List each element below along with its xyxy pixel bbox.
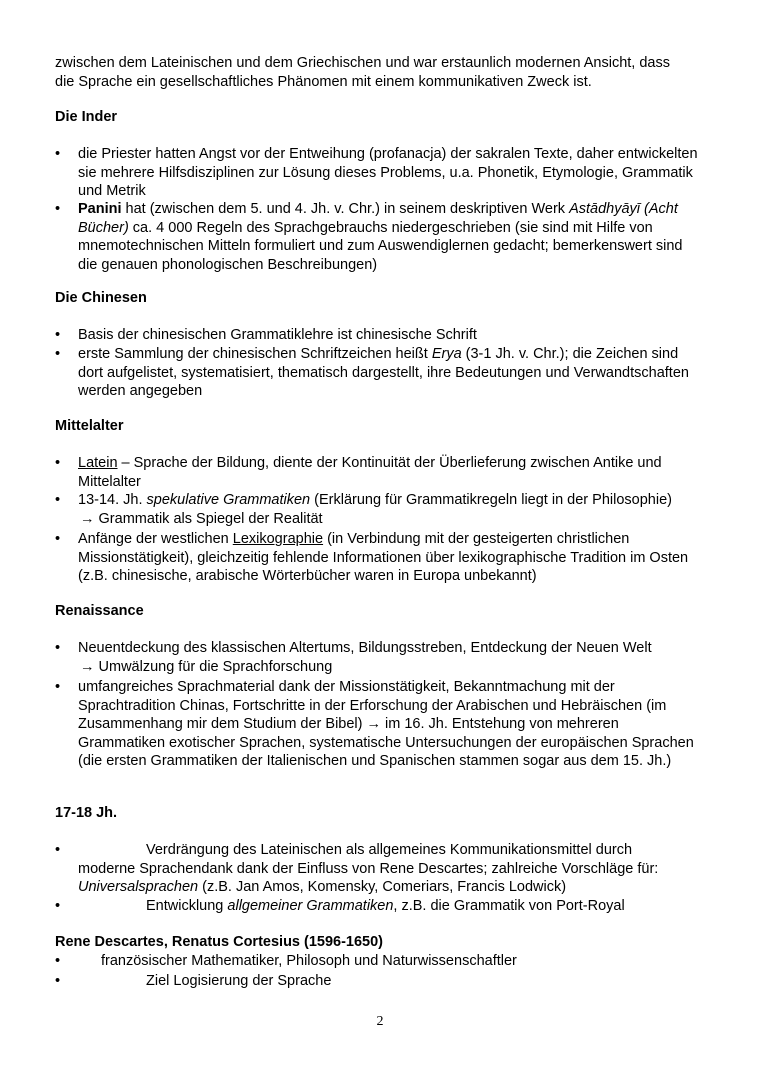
chinesen-bullet-2-text: erste Sammlung der chinesischen Schriftzeichen heißt Erya (3-1 Jh. v. Chr.); die Zeichen sind dort aufgelistet, systematisiert, thematisch dargestellt, ihre Bedeutungen und Verwandtschaften werden angegeben (78, 346, 689, 399)
bullet-icon: • (55, 953, 61, 969)
descartes-bullet-2-text: Ziel Logisierung der Sprache (146, 973, 332, 989)
arrow-icon: → (80, 658, 95, 675)
mittelalter-bullet-2-text: 13-14. Jh. spekulative Grammatiken (Erklärung für Grammatikregeln liegt in der Philosophie) → Grammatik als Spiegel der Realität (78, 492, 672, 527)
bullet-icon: • (55, 640, 61, 656)
mittelalter-bullet-1-text: Latein – Sprache der Bildung, diente der Kontinuität der Überlieferung zwischen Antike und Mittelalter (78, 455, 662, 490)
heading-inder: Die Inder (55, 109, 118, 125)
panini-name: Panini (78, 201, 122, 217)
bullet-icon: • (55, 898, 61, 914)
chinesen-bullet-1-text: Basis der chinesischen Grammatiklehre ist chinesische Schrift (78, 327, 477, 343)
renaissance-bullet-2-text: umfangreiches Sprachmaterial dank der Missionstätigkeit, Bekanntmachung mit der Sprachtradition Chinas, Fortschritte in der Erforschung der Arabischen und Hebräischen (im Zusammenhang mir dem Studium der Bibel) → im 16. Jh. Entstehung von mehreren Grammatiken exotischer Sprachen, systematische Untersuchungen der europäischen Sprachen (die ersten Grammatiken der Italienischen und Spanischen stammen sogar aus dem 15. Jh.) (78, 679, 694, 769)
page-number: 2 (376, 1014, 384, 1029)
spekulative-grammatiken-term: spekulative Grammatiken (146, 492, 311, 508)
intro-paragraph (55, 54, 715, 91)
bullet-icon: • (55, 327, 61, 343)
intro-line-1: zwischen dem Lateinischen und dem Griechischen und war erstaunlich modernen Ansicht, dass (55, 55, 670, 71)
heading-renaissance: Renaissance (55, 603, 144, 619)
work-title: Astādhyāyī (Acht Bücher) (78, 201, 678, 236)
bullet-icon: • (55, 842, 61, 858)
inder-bullet-1-text: die Priester hatten Angst vor der Entweihung (profanacja) der sakralen Texte, daher entwickelten sie mehrere Hilfsdisziplinen zur Lösung dieses Problems, u.a. Phonetik, Etymologie, Grammatik und Metrik (78, 146, 698, 199)
universalsprachen-term: Universalsprachen (78, 879, 199, 895)
arrow-icon: → (366, 716, 382, 732)
bullet-icon: • (55, 531, 61, 547)
jh1718-bullet-2-text: Entwicklung allgemeiner Grammatiken, z.B. die Grammatik von Port-Royal (146, 898, 625, 914)
lexikographie-term: Lexikographie (232, 531, 324, 547)
bullet-icon: • (55, 346, 61, 362)
heading-17-18-jh: 17-18 Jh. (55, 805, 118, 821)
heading-mittelalter: Mittelalter (55, 418, 124, 434)
mittelalter-bullet-3-text: Anfänge der westlichen Lexikographie (in Verbindung mit der gesteigerten christlichen Missionstätigkeit), gleichzeitig fehlende Informationen über lexikographische Tradition im Osten (z.B. chinesische, arabische Wörterbücher waren in Europa unbekannt) (78, 531, 689, 584)
bullet-icon: • (55, 492, 61, 508)
bullet-icon: • (55, 679, 61, 695)
latein-term: Latein (78, 455, 118, 471)
descartes-bullet-1-text: französischer Mathematiker, Philosoph und Naturwissenschaftler (101, 953, 517, 969)
allgemeine-grammatiken-term: allgemeiner Grammatiken (227, 898, 394, 914)
bullet-icon: • (55, 201, 61, 217)
jh1718-bullet-1-text: Verdrängung des Lateinischen als allgemeines Kommunikationsmittel durch moderne Sprachendank dank der Einfluss von Rene Descartes; zahlreiche Vorschläge für: Universalsprachen (z.B. Jan Amos, Komensky, Comeriars, Francis Lodwick) (78, 842, 659, 895)
heading-chinesen: Die Chinesen (55, 290, 147, 306)
intro-line-2: die Sprache ein gesellschaftliches Phänomen mit einem kommunikativen Zweck ist. (55, 73, 592, 90)
arrow-icon: → (80, 510, 95, 527)
heading-descartes: Rene Descartes, Renatus Cortesius (1596-1650) (55, 934, 384, 950)
renaissance-bullet-1-text: Neuentdeckung des klassischen Altertums, Bildungsstreben, Entdeckung der Neuen Welt → Umwälzung für die Sprachforschung (78, 640, 652, 675)
erya-title: Erya (431, 346, 462, 362)
bullet-icon: • (55, 146, 61, 162)
bullet-icon: • (55, 455, 61, 471)
bullet-icon: • (55, 973, 61, 989)
inder-bullet-2-text: Panini hat (zwischen dem 5. und 4. Jh. v. Chr.) in seinem deskriptiven Werk Astādhyāyī (Acht Bücher) ca. 4 000 Regeln des Sprachgebrauchs niedergeschrieben (sie sind mit Hilfe von mnemotechnischen Mitteln formuliert und zum Auswendiglernen gedacht; bemerkenswert sind die genauen phonologischen Beschreibungen) (78, 201, 683, 273)
